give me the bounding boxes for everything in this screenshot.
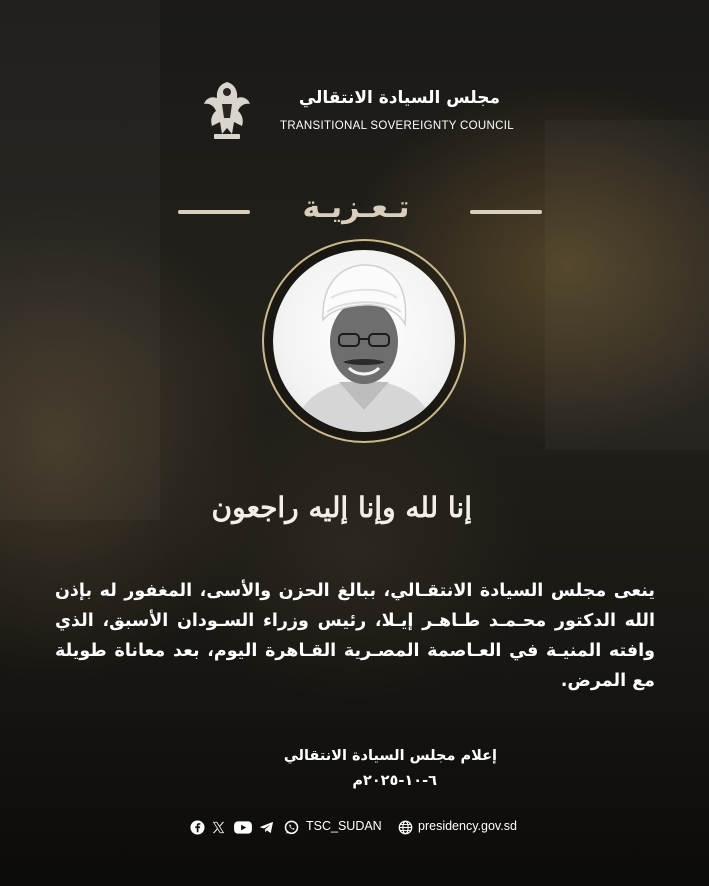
social-handle[interactable]: TSC_SUDAN [306,819,382,833]
council-name-arabic: مجلس السيادة الانتقالي [298,88,500,108]
calligraphy-verse: إنا لله وإنا إليه راجعون [211,491,472,524]
announcement-date: ٦-١٠-٢٠٢٥م [352,773,437,789]
facebook-icon[interactable] [190,820,205,835]
telegram-icon[interactable] [259,820,274,835]
council-name-english: TRANSITIONAL SOVEREIGNTY COUNCIL [280,120,514,132]
portrait-frame [262,239,466,443]
youtube-icon[interactable] [233,820,253,835]
issuer-name: إعلام مجلس السيادة الانتقالي [283,748,497,764]
header [200,78,520,144]
page-title: تـعـزيـة [302,190,410,225]
title-divider [470,210,542,214]
whatsapp-icon[interactable] [284,820,299,835]
footer [190,816,530,840]
website-link[interactable]: presidency.gov.sd [418,819,517,833]
title-row [170,186,542,236]
background-panel [545,120,709,450]
x-icon[interactable] [211,820,226,835]
portrait-illustration [273,250,455,432]
announcement-paragraph: ينعى مجلس السيادة الانتقـالي، ببالغ الحزن والأسى، المغفور له بإذن الله الدكتور محـمـد طـاهـر إيـلا، رئيس وزراء السـودان الأسبق، الذي وافته المنيـة في العـاصمة المصـرية القـاهرة اليوم، بعد معاناة طويلة مع المرض. [55,581,655,691]
globe-icon [398,820,413,835]
portrait-photo [273,250,455,432]
secretary-bird-emblem-icon [200,78,254,142]
background-panel [0,0,160,520]
